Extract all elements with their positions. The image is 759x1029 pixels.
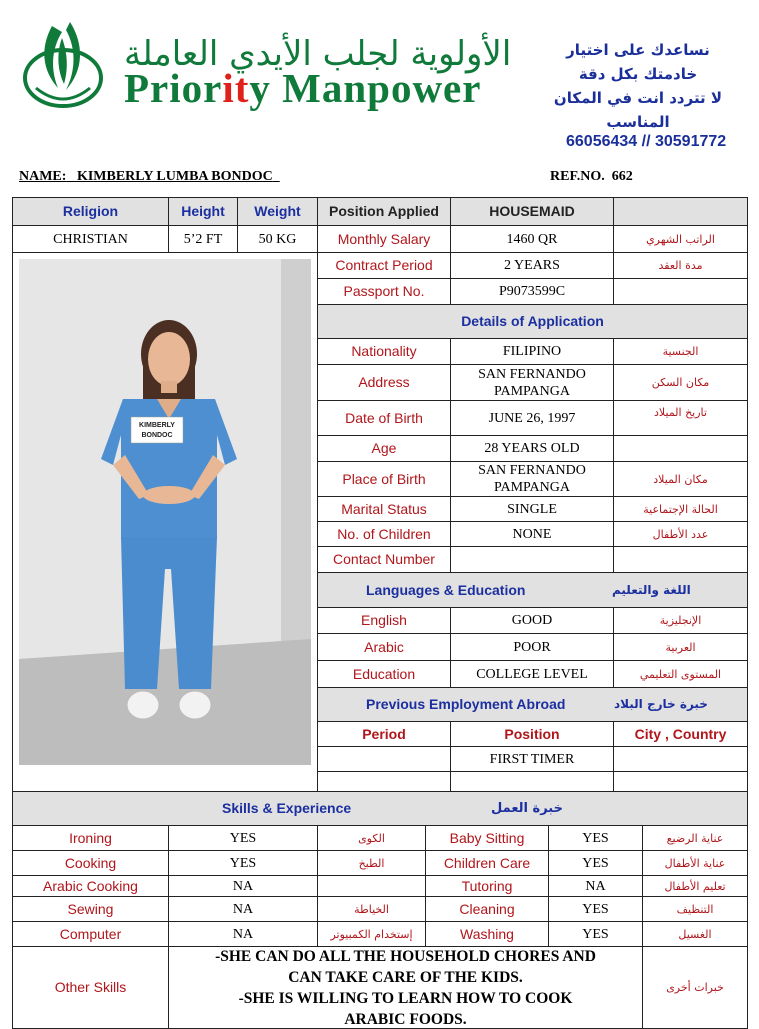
other-skills-line-2: CAN TAKE CARE OF THE KIDS. xyxy=(288,968,523,986)
pob-arabic: مكان الميلاد xyxy=(613,461,748,497)
dob-arabic: تاريخ الميلاد xyxy=(613,400,748,436)
ironing-label: Ironing xyxy=(12,825,169,851)
tutoring-arabic: تعليم الأطفال xyxy=(642,875,748,897)
employment-row1-city xyxy=(613,746,748,772)
employment-header xyxy=(317,687,748,722)
other-skills-line-4: ARABIC FOODS. xyxy=(344,1010,467,1028)
cleaning-arabic: التنظيف xyxy=(642,896,748,922)
dob-label: Date of Birth xyxy=(317,400,451,436)
marital-label: Marital Status xyxy=(317,496,451,522)
computer-value: NA xyxy=(168,921,318,947)
age-value: 28 YEARS OLD xyxy=(450,435,614,462)
position-header: Position xyxy=(450,721,614,747)
other-skills-line-1: -SHE CAN DO ALL THE HOUSEHOLD CHORES AND xyxy=(215,947,596,965)
english-value: GOOD xyxy=(450,607,614,634)
skills-title: Skills & Experience xyxy=(222,800,352,816)
other-skills-arabic: خبرات أخرى xyxy=(642,946,748,1029)
nationality-value: FILIPINO xyxy=(450,338,614,365)
babysitting-value: YES xyxy=(548,825,643,851)
city-country-header: City , Country xyxy=(613,721,748,747)
address-arabic: مكان السكن xyxy=(613,364,748,401)
languages-title-arabic: اللغة والتعليم xyxy=(612,582,691,597)
employment-row2-period xyxy=(317,771,451,792)
details-title: Details of Application xyxy=(317,304,748,339)
babysitting-label: Baby Sitting xyxy=(425,825,549,851)
arabic-arabic: العربية xyxy=(613,633,748,661)
children-label: No. of Children xyxy=(317,521,451,547)
applicant-photo xyxy=(19,259,311,765)
dob-value: JUNE 26, 1997 xyxy=(450,400,614,436)
monthly-salary-arabic: الراتب الشهري xyxy=(613,225,748,253)
phone-numbers: 66056434 // 30591772 xyxy=(566,133,727,150)
height-value: 5’2 FT xyxy=(168,225,238,253)
ironing-value: YES xyxy=(168,825,318,851)
address-value: SAN FERNANDO PAMPANGA xyxy=(450,364,614,401)
monthly-salary-label: Monthly Salary xyxy=(317,225,451,253)
employment-row1-position: FIRST TIMER xyxy=(450,746,614,772)
languages-header xyxy=(317,572,748,608)
children-value: NONE xyxy=(450,521,614,547)
pob-value: SAN FERNANDO PAMPANGA xyxy=(450,461,614,497)
weight-value: 50 KG xyxy=(237,225,318,253)
other-skills-text xyxy=(168,946,643,1029)
employment-row1-period xyxy=(317,746,451,772)
contact-label: Contact Number xyxy=(317,546,451,573)
period-header: Period xyxy=(317,721,451,747)
weight-header: Weight xyxy=(237,197,318,226)
sewing-arabic: الخياطة xyxy=(317,896,426,922)
contract-period-label: Contract Period xyxy=(317,252,451,279)
applicant-name: NAME: KIMBERLY LUMBA BONDOC xyxy=(19,169,273,184)
address-label: Address xyxy=(317,364,451,401)
contact-arabic xyxy=(613,546,748,573)
cleaning-label: Cleaning xyxy=(425,896,549,922)
arabic-label: Arabic xyxy=(317,633,451,661)
computer-label: Computer xyxy=(12,921,169,947)
badge-line-2: BONDOC xyxy=(141,432,173,439)
arabic-value: POOR xyxy=(450,633,614,661)
languages-title: Languages & Education xyxy=(366,581,526,598)
marital-value: SINGLE xyxy=(450,496,614,522)
passport-arabic xyxy=(613,278,748,305)
tutoring-value: NA xyxy=(548,875,643,897)
nationality-arabic: الجنسية xyxy=(613,338,748,365)
position-applied-arabic xyxy=(613,197,748,226)
arabic-cooking-arabic xyxy=(317,875,426,897)
sewing-label: Sewing xyxy=(12,896,169,922)
employment-row2-city xyxy=(613,771,748,792)
childcare-value: YES xyxy=(548,850,643,876)
ironing-arabic: الكوى xyxy=(317,825,426,851)
cooking-label: Cooking xyxy=(12,850,169,876)
babysitting-arabic: عناية الرضيع xyxy=(642,825,748,851)
skills-header xyxy=(12,791,748,826)
brand-name-english: Priority Manpower xyxy=(124,65,482,111)
skills-title-arabic: خبرة العمل xyxy=(491,801,563,816)
childcare-arabic: عناية الأطفال xyxy=(642,850,748,876)
religion-header: Religion xyxy=(12,197,169,226)
english-label: English xyxy=(317,607,451,634)
washing-label: Washing xyxy=(425,921,549,947)
computer-arabic: إستخدام الكمبيوتر xyxy=(317,921,426,947)
other-skills-line-3: -SHE IS WILLING TO LEARN HOW TO COOK xyxy=(238,989,573,1007)
contract-period-value: 2 YEARS xyxy=(450,252,614,279)
contract-period-arabic: مدة العقد xyxy=(613,252,748,279)
slogan-line-2: لا تتردد انت في المكان المناسب xyxy=(553,89,723,131)
religion-value: CHRISTIAN xyxy=(12,225,169,253)
cooking-arabic: الطبخ xyxy=(317,850,426,876)
cooking-value: YES xyxy=(168,850,318,876)
passport-label: Passport No. xyxy=(317,278,451,305)
slogan xyxy=(540,38,736,134)
children-arabic: عدد الأطفال xyxy=(613,521,748,547)
company-logo xyxy=(22,18,104,110)
education-value: COLLEGE LEVEL xyxy=(450,660,614,688)
brand-name-arabic: الأولوية لجلب الأيدي العاملة xyxy=(124,34,512,74)
education-arabic: المستوى التعليمي xyxy=(613,660,748,688)
washing-value: YES xyxy=(548,921,643,947)
employment-title-arabic: خبرة خارج البلاد xyxy=(614,697,708,711)
age-label: Age xyxy=(317,435,451,462)
nationality-label: Nationality xyxy=(317,338,451,365)
monthly-salary-value: 1460 QR xyxy=(450,225,614,253)
employment-title: Previous Employment Abroad xyxy=(366,696,566,712)
reference-number: REF.NO. 662 xyxy=(550,169,633,184)
badge-line-1: KIMBERLY xyxy=(139,422,175,429)
employment-row2-position xyxy=(450,771,614,792)
position-applied-value: HOUSEMAID xyxy=(450,197,614,226)
arabic-cooking-value: NA xyxy=(168,875,318,897)
age-arabic xyxy=(613,435,748,462)
pob-label: Place of Birth xyxy=(317,461,451,497)
marital-arabic: الحالة الإجتماعية xyxy=(613,496,748,522)
washing-arabic: الغسيل xyxy=(642,921,748,947)
tutoring-label: Tutoring xyxy=(425,875,549,897)
arabic-cooking-label: Arabic Cooking xyxy=(12,875,169,897)
contact-value xyxy=(450,546,614,573)
slogan-line-1: نساعدك على اختيار خادمتك بكل دقة xyxy=(566,41,710,83)
position-applied-label: Position Applied xyxy=(317,197,451,226)
education-label: Education xyxy=(317,660,451,688)
passport-value: P9073599C xyxy=(450,278,614,305)
cleaning-value: YES xyxy=(548,896,643,922)
other-skills-label: Other Skills xyxy=(12,946,169,1029)
english-arabic: الإنجليزية xyxy=(613,607,748,634)
height-header: Height xyxy=(168,197,238,226)
sewing-value: NA xyxy=(168,896,318,922)
childcare-label: Children Care xyxy=(425,850,549,876)
